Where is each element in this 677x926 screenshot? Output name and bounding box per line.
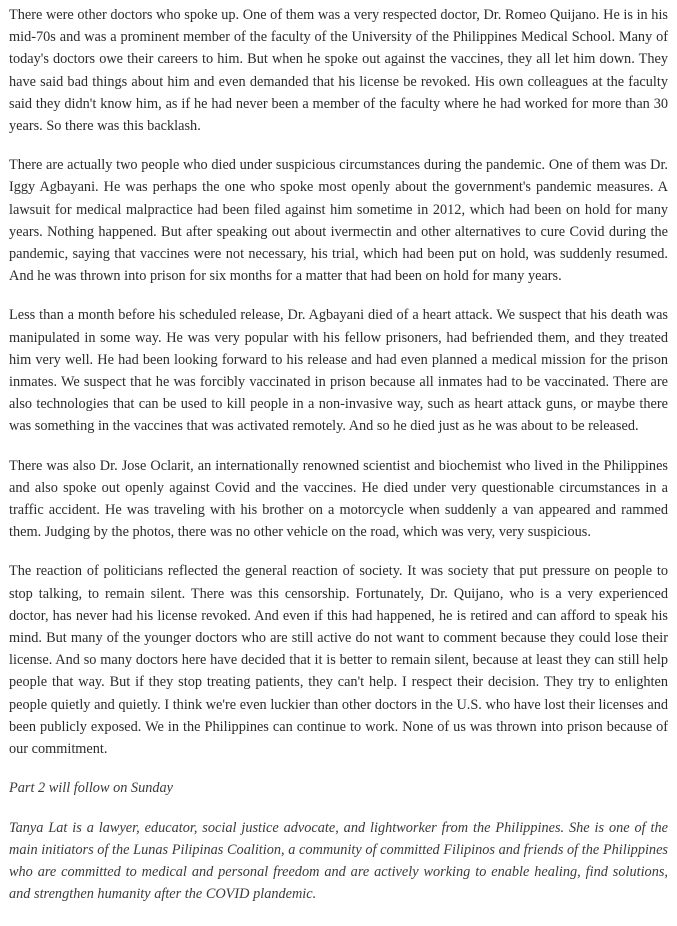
paragraph-agbayani-trial: There are actually two people who died under suspicious circumstances during the pandemic. One of them was Dr. Iggy Agbayani. He was perhaps the one who spoke most openly about the government's pandemic measures. A lawsuit for medical malpractice had been filed against him sometime in 2012, which had been on hold for many years. Nothing happened. But after speaking out about ivermectin and other alternatives to cure Covid during the pandemic, saying that vaccines were not necessary, his trial, which had been put on hold, was suddenly resumed. And he was thrown into prison for six months for a matter that had been on hold for many years. [9, 157, 668, 285]
part-note: Part 2 will follow on Sunday [9, 780, 174, 797]
paragraph-oclarit: There was also Dr. Jose Oclarit, an internationally renowned scientist and biochemist who lived in the Philippines and also spoke out openly against Covid and the vaccines. He died under very questionable circumstances in a traffic accident. He was traveling with his brother on a motorcycle when suddenly a van appeared and rammed them. Judging by the photos, there was no other vehicle on the road, which was very, very suspicious. [9, 457, 668, 541]
paragraph-society-reaction: The reaction of politicians reflected the general reaction of society. It was society that put pressure on people to stop talking, to remain silent. There was this censorship. Fortunately, Dr. Quijano, who is a very experienced doctor, has never had his license revoked. And even if this had happened, he is retired and can afford to speak his mind. But many of the younger doctors who are still active do not want to comment because they could lose their license. And so many doctors here have decided that it is better to remain silent, because at least they can still help people that way. But if they stop treating patients, they can't help. I respect their decision. They try to enlighten people quietly and quietly. I think we're even luckier than other doctors in the U.S. who have lost their licenses and been publicly exposed. We in the Philippines can continue to work. None of us was thrown into prison because of our commitment. [9, 563, 668, 758]
author-bio: Tanya Lat is a lawyer, educator, social justice advocate, and lightworker from the Philippines. She is one of the main initiators of the Lunas Pilipinas Coalition, a community of committed Filipinos and friends of the Philippines who are committed to medical and personal freedom and are actively working to enable healing, find solutions, and strengthen humanity after the COVID plandemic. [9, 819, 668, 903]
paragraph-quijano: There were other doctors who spoke up. One of them was a very respected doctor, Dr. Romeo Quijano. He is in his mid-70s and was a prominent member of the faculty of the University of the Philippines Medical School. Many of today's doctors owe their careers to him. But when he spoke out against the vaccines, they all let him down. They have said bad things about him and even demanded that his license be revoked. His own colleagues at the faculty said they didn't know him, as if he had never been a member of the faculty where he had worked for more than 30 years. So there was this backlash. [9, 7, 668, 135]
paragraph-agbayani-death: Less than a month before his scheduled release, Dr. Agbayani died of a heart attack. We suspect that his death was manipulated in some way. He was very popular with his fellow prisoners, had befriended them, and they treated him very well. He had been looking forward to his release and had even planned a medical mission for the prison inmates. We suspect that he was forcibly vaccinated in prison because all inmates had to be vaccinated. There are also technologies that can be used to kill people in a non-invasive way, such as heart attack guns, or maybe there was something in the vaccines that was activated remotely. And so he died just as he was about to be released. [9, 307, 668, 435]
